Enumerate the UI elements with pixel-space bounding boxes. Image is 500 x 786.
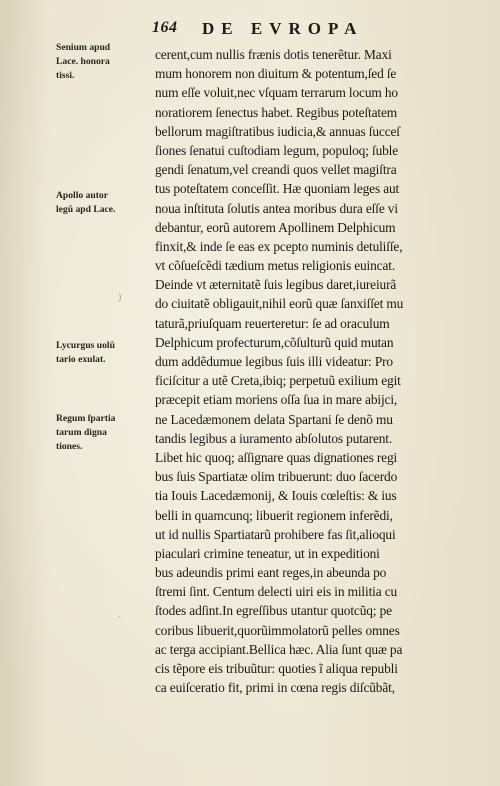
running-head <box>152 19 492 41</box>
text-line: dum addẽdumue legibus ſuis illi videatur: Pro <box>155 354 393 369</box>
text-line: ſtodes adſint.In egreſſibus utantur quotcũq; pe <box>155 603 392 619</box>
text-line: bus adeundis primi eant reges,in abeunda po <box>155 565 387 581</box>
margin-note-apollo: Apollo autor legũ apd Lace. <box>56 190 116 215</box>
text-line: finxit,& inde ſe eas ex pcepto numinis detuliſſe, <box>155 238 403 254</box>
text-line: Deinde vt æternitatẽ ſuis legibus daret,iureiurã <box>155 277 397 293</box>
margin-note-senium: Senium apud Lace. honora tissi. <box>56 42 111 81</box>
text-line: ſtremi ſint. Centum delecti uiri eis in militia cu <box>155 584 398 600</box>
text-line: cerent,cum nullis frænis dotis tenerẽtur. Maxi <box>155 47 392 62</box>
text-line: piaculari crimine teneatur, ut in expeditioni <box>155 545 380 561</box>
text-line: taturã,priuſquam reuerteretur: ſe ad oraculum <box>155 315 390 331</box>
margin-note-regum: Regum ſpartia tarum digna tiones. <box>56 413 116 452</box>
text-line: mum honorem non diuitum & potentum,ſed ſe <box>155 66 397 82</box>
text-line: ac terga accipiant.Bellica hæc. Alia ſunt quæ pa <box>155 641 403 657</box>
page-number: 164 <box>152 19 178 36</box>
text-line: ne Lacedæmonem delata Spartani ſe denõ mu <box>155 411 393 427</box>
text-line: noua inſtituta ſolutis antea moribus dura eſſe vi <box>155 200 398 216</box>
text-line: coribus libuerit,quorũimmolatorũ pelles omnes <box>155 622 400 638</box>
text-line: ut id nullis Spartiatarũ prohibere fas ſit,alioqui <box>155 526 396 542</box>
text-line: Libet hic quoq; aſſignare quas dignationes regi <box>155 449 398 465</box>
text-line: tus poteſtatem conceſſit. Hæ quoniam leges aut <box>155 181 400 197</box>
ink-speck: ) <box>118 292 122 303</box>
text-line: ſiones ſenatui cuſtodiam legum, populoq; ſuble <box>155 142 399 158</box>
text-line: do ciuitatẽ obligauit,nihil eorũ quæ ſanxiſſet mu <box>155 296 404 312</box>
body-text <box>155 45 491 697</box>
text-line: bus ſuis Spartiatæ olim tribuerunt: duo ſacerdo <box>155 469 398 485</box>
text-line: Delphicum profecturum,cõſulturũ quid mutan <box>155 334 394 350</box>
text-line: tia Iouis Lacedæmonij, & Iouis cœleſtis: & ius <box>155 488 397 504</box>
text-line: belli in quamcunq; libuerit regionem inferẽdi, <box>155 507 393 523</box>
text-line: tandis legibus a iuramento abſolutos putarent. <box>155 430 393 446</box>
text-line: cis tẽpore eis tribuũtur: quoties ĩ aliqua republi <box>155 661 398 676</box>
margin-note-lycurgus: Lycurgus uolũ tario exulat. <box>56 340 115 365</box>
text-line: bellorum magiſtratibus iudicia,& annuas ſucceſ <box>155 123 400 139</box>
text-line: vt cõſueſcẽdi tædium metus religionis euincat. <box>155 258 396 274</box>
text-line: gendi ſenatum,vel creandi quos vellet magiſtra <box>155 162 397 178</box>
text-line: debantur, eorũ autorem Apollinem Delphicum <box>155 219 396 235</box>
text-line: num eſſe voluit,nec vſquam terrarum locum ho <box>155 85 398 101</box>
running-title: DE EVROPA <box>202 19 364 38</box>
text-line: noratiorem ſenectus habet. Regibus poteſtatem <box>155 104 398 120</box>
text-line: præcepit etiam moriens oſſa ſua in mare abijci, <box>155 392 398 408</box>
text-line: ca euiſceratio fit, primi in cœna regis diſcũbãt, <box>155 680 395 696</box>
text-line: ficiſcitur a utẽ Creta,ibiq; perpetuũ exilium egit <box>155 373 401 389</box>
ink-speck: · <box>118 612 122 623</box>
